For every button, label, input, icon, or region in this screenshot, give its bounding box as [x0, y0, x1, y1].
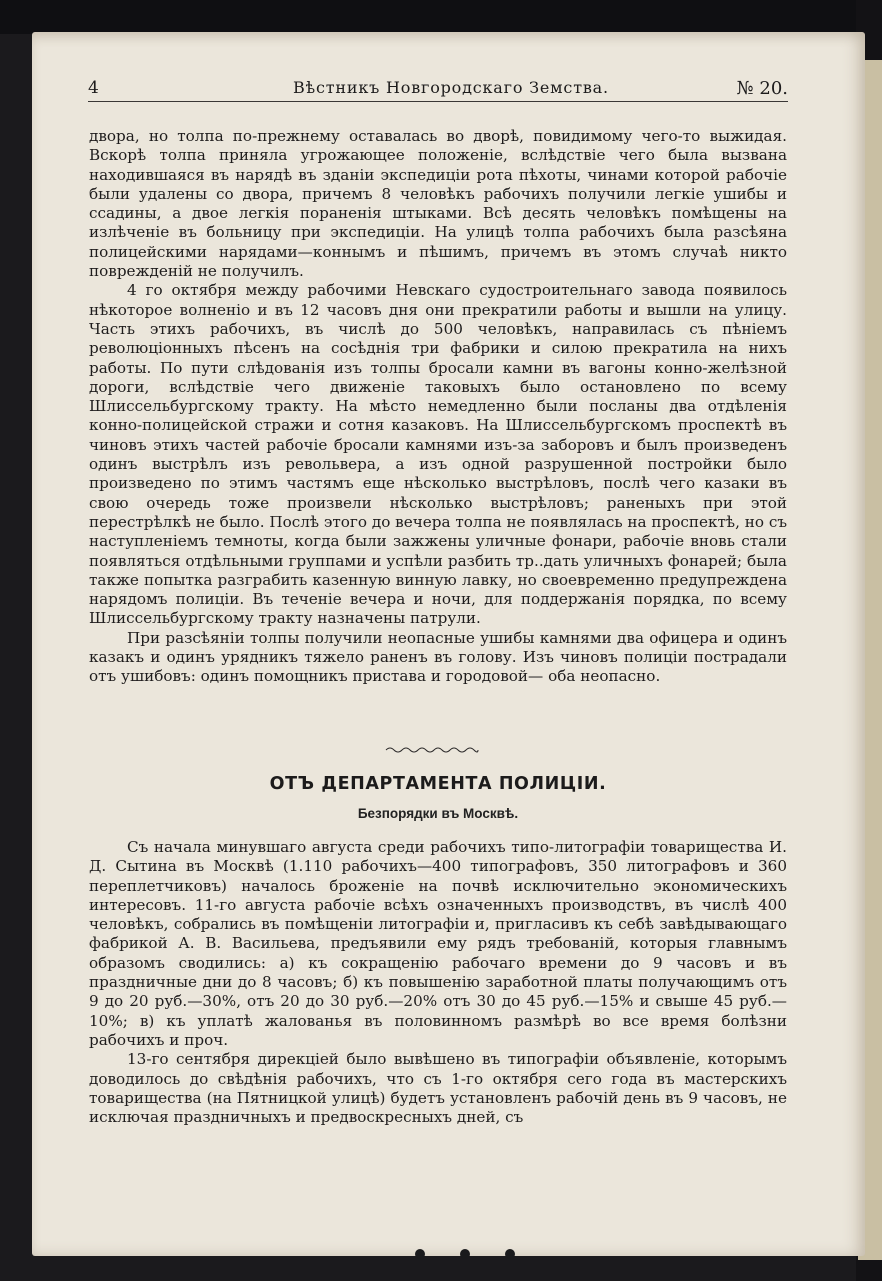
paragraph: двора, но толпа по-прежнему оставалась во дворѣ, повидимому чего-то выжидая. Вскорѣ толпа приняла угрожающее положеніе, вслѣдствіе чего была вызвана находившаяся въ нарядѣ въ зданіи экспедиціи рота пѣхоты, чинами которой рабочіе были удалены со двора, причемъ 8 человѣкъ рабочихъ получили легкіе ушибы и ссадины, а двое легкія пораненія штыками. Всѣ десять человѣкъ помѣщены на излѣченіе въ больницу при экспедиціи. На улицѣ толпа рабочихъ была разсѣяна полицейскими нарядами—коннымъ и пѣшимъ, причемъ въ этомъ случаѣ никто поврежденій не получилъ. — [89, 127, 787, 281]
page-number: 4 — [88, 78, 99, 98]
scan-border-top — [0, 0, 882, 34]
binding-holes — [400, 1246, 530, 1260]
section-divider-ornament — [384, 745, 480, 755]
paragraph: 4 го октября между рабочими Невскаго судостроительнаго завода появилось нѣкоторое волненіо и въ 12 часовъ дня они прекратили работы и вышли на улицу. Часть этихъ рабочихъ, въ числѣ до 500 человѣкъ, направилась съ пѣніемъ революціонныхъ пѣсенъ на сосѣднія три фабрики и силою прекратила на нихъ работы. По пути слѣдованія изъ толпы бросали камни въ вагоны конно-желѣзной дороги, вслѣдствіе чего движеніе таковыхъ было остановлено по всему Шлиссельбургскому тракту. На мѣсто немедленно были посланы два отдѣленія конно-полицейской стражи и сотня казаковъ. На Шлиссельбургскомъ проспектѣ въ чиновъ этихъ частей рабочіе бросали камнями изъ-за заборовъ и былъ произведенъ одинъ выстрѣлъ изъ револьвера, а изъ одной разрушенной постройки было произведено по этимъ частямъ еще нѣсколько выстрѣловъ, послѣ чего казаки въ свою очередь тоже произвели нѣсколько выстрѣловъ; раненыхъ при этой перестрѣлкѣ не было. Послѣ этого до вечера толпа не появлялась на проспектѣ, но съ наступленіемъ темноты, когда были зажжены уличные фонари, рабочіе вновь стали появляться отдѣльными группами и успѣли разбить тр..дать уличныхъ фонарей; была также попытка разграбить казенную винную лавку, но своевременно предупреждена нарядомъ полиціи. Въ теченіе вечера и ночи, для поддержанія порядка, по всему Шлиссельбургскому тракту назначены патрули. — [89, 281, 788, 628]
article-moscow-disorders — [89, 838, 787, 1127]
issue-number: № 20. — [736, 78, 788, 99]
paragraph: При разсѣяніи толпы получили неопасные ушибы камнями два офицера и одинъ казакъ и одинъ урядникъ тяжело раненъ въ голову. Изъ чиновъ полиціи пострадали отъ ушибовъ: одинъ помощникъ пристава и городовой— оба неопасно. — [89, 628, 787, 686]
article-continuation — [89, 127, 787, 687]
header-rule — [88, 101, 788, 102]
section-subtitle: Безпорядки въ Москвѣ. — [357, 806, 519, 821]
section-title: ОТЪ ДЕПАРТАМЕНТА ПОЛИЦІИ. — [269, 774, 607, 794]
paragraph: 13-го сентября дирекціей было вывѣшено въ типографіи объявленіе, которымъ доводилось до свѣдѣнія рабочихъ, что съ 1-го октября сего года въ мастерскихъ товарищества (на Пятницкой улицѣ) будетъ установленъ рабочій день въ 9 часовъ, не исключая праздничныхъ и предвоскресныхъ дней, съ — [89, 1050, 787, 1127]
paragraph: Съ начала минувшаго августа среди рабочихъ типо-литографіи товарищества И. Д. Сытина въ Москвѣ (1.110 рабочихъ—400 типографовъ, 350 литографовъ и 360 переплетчиковъ) началось броженіе на почвѣ исключительно экономическихъ интересовъ. 11-го августа рабочіе всѣхъ означенныхъ производствъ, въ числѣ 400 человѣкъ, собрались въ помѣщеніи литографіи и, пригласивъ къ себѣ завѣдывающаго фабрикой А. В. Васильева, предъявили ему рядъ требованій, которыя главнымъ образомъ сводились: а) къ сокращенію рабочаго времени до 9 часовъ и въ праздничные дни до 8 часовъ; б) къ повышенію заработной платы получающимъ отъ 9 до 20 руб.—30%, отъ 20 до 30 руб.—20% отъ 30 до 45 руб.—15% и свыше 45 руб.—10%; в) къ уплатѣ жалованья въ половинномъ размѣрѣ во все время болѣзни рабочихъ и проч. — [89, 838, 787, 1049]
journal-title: Вѣстникъ Новгородскаго Земства. — [293, 78, 609, 97]
